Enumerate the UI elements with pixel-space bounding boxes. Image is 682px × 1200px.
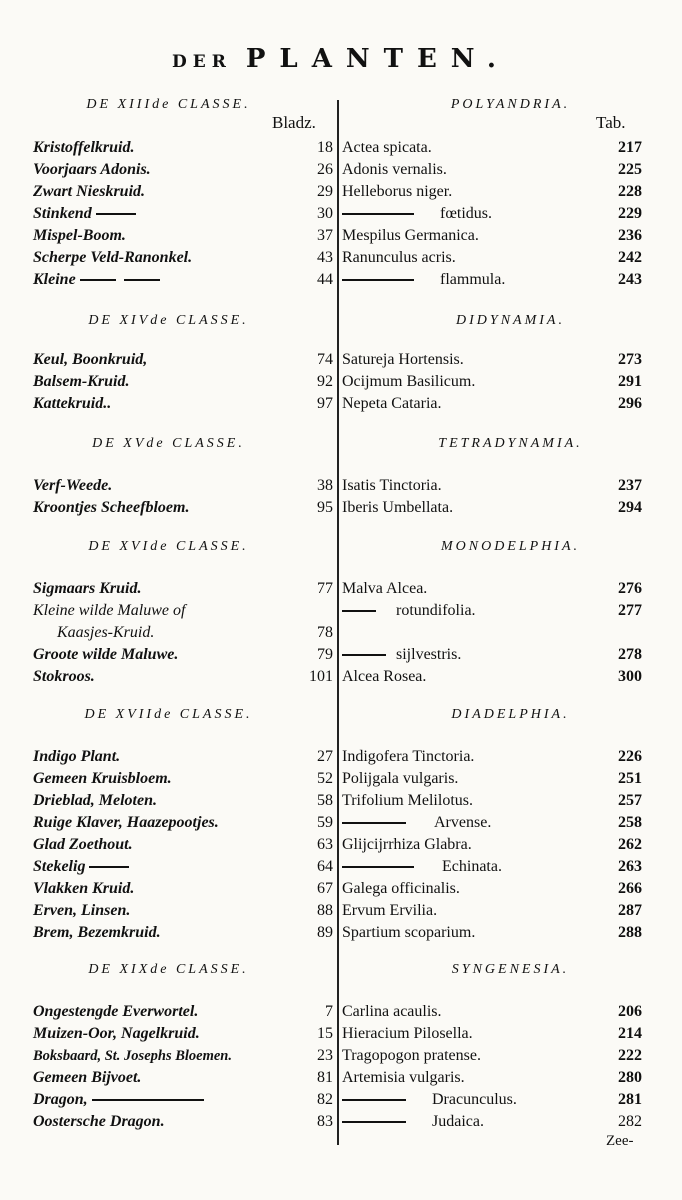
page-number: 89 xyxy=(317,924,333,941)
plate-number: 288 xyxy=(618,924,642,941)
latin-name: Galega officinalis. xyxy=(342,880,460,897)
dutch-name: Kaasjes-Kruid. xyxy=(57,624,155,641)
ditto-dash xyxy=(342,866,414,868)
plate-number: 300 xyxy=(618,668,642,685)
page-number: 83 xyxy=(317,1113,333,1130)
page-number: 92 xyxy=(317,373,333,390)
ditto-dash xyxy=(342,610,376,612)
dutch-name: Kristoffelkruid. xyxy=(33,139,135,156)
list-item xyxy=(33,812,333,834)
page-number: 30 xyxy=(317,205,333,222)
page-number: 37 xyxy=(317,227,333,244)
column-divider xyxy=(337,100,339,1145)
dutch-name: Stinkend xyxy=(33,205,92,222)
section-heading-left: DE XIVde CLASSE. xyxy=(88,313,249,328)
plate-number: 280 xyxy=(618,1069,642,1086)
dutch-name: Kleine wilde Maluwe of xyxy=(33,602,186,619)
latin-name: Spartium scoparium. xyxy=(342,924,476,941)
list-item xyxy=(33,137,333,159)
dutch-name: Glad Zoethout. xyxy=(33,836,133,853)
latin-name: Alcea Rosea. xyxy=(342,668,427,685)
latin-name: Malva Alcea. xyxy=(342,580,428,597)
latin-name: Mespilus Germanica. xyxy=(342,227,479,244)
title-prefix: DER xyxy=(172,52,232,72)
latin-name: Carlina acaulis. xyxy=(342,1003,442,1020)
list-item xyxy=(33,1067,333,1089)
list-item xyxy=(33,790,333,812)
dutch-name: Gemeen Bijvoet. xyxy=(33,1069,142,1086)
list-item xyxy=(33,203,333,225)
dutch-name: Voorjaars Adonis. xyxy=(33,161,151,178)
plate-number: 217 xyxy=(618,139,642,156)
plate-number: 263 xyxy=(618,858,642,875)
plate-number: 222 xyxy=(618,1047,642,1064)
latin-name: Trifolium Melilotus. xyxy=(342,792,473,809)
latin-name: Arvense. xyxy=(434,814,492,831)
plate-number: 258 xyxy=(618,814,642,831)
ditto-dash xyxy=(342,654,386,656)
page-number: 23 xyxy=(317,1047,333,1064)
list-item xyxy=(342,497,642,519)
list-item xyxy=(33,1001,333,1023)
latin-name: Dracunculus. xyxy=(432,1091,517,1108)
latin-name: Indigofera Tinctoria. xyxy=(342,748,475,765)
latin-name: Ocijmum Basilicum. xyxy=(342,373,476,390)
section-heading-right: MONODELPHIA. xyxy=(440,539,581,554)
page-number: 78 xyxy=(317,624,333,641)
latin-name: Iberis Umbellata. xyxy=(342,499,454,516)
plate-number: 237 xyxy=(618,477,642,494)
dutch-name: Erven, Linsen. xyxy=(33,902,131,919)
list-item xyxy=(342,856,642,878)
list-item xyxy=(33,349,333,371)
plate-number: 229 xyxy=(618,205,642,222)
plate-number: 226 xyxy=(618,748,642,765)
ditto-dash xyxy=(342,213,414,215)
list-item xyxy=(342,1045,642,1067)
dutch-name: Zwart Nieskruid. xyxy=(33,183,146,200)
latin-name: Isatis Tinctoria. xyxy=(342,477,442,494)
list-item xyxy=(33,181,333,203)
plate-number: 273 xyxy=(618,351,642,368)
page-number: 43 xyxy=(317,249,333,266)
section-heading-left: DE XVIIde CLASSE. xyxy=(84,707,253,722)
section-heading-left: DE XVIde CLASSE. xyxy=(88,539,249,554)
dutch-name: Vlakken Kruid. xyxy=(33,880,135,897)
page-number: 63 xyxy=(317,836,333,853)
section-heading-left: DE XVde CLASSE. xyxy=(92,436,245,451)
latin-name: Hieracium Pilosella. xyxy=(342,1025,473,1042)
plate-number: 257 xyxy=(618,792,642,809)
dutch-name: Kroontjes Scheefbloem. xyxy=(33,499,190,516)
ditto-dash xyxy=(342,822,406,824)
page-number: 81 xyxy=(317,1069,333,1086)
latin-name: Adonis vernalis. xyxy=(342,161,447,178)
latin-name: Ranunculus acris. xyxy=(342,249,456,266)
plate-number: 287 xyxy=(618,902,642,919)
page-number: 18 xyxy=(317,139,333,156)
latin-name: Nepeta Cataria. xyxy=(342,395,442,412)
page-number: 88 xyxy=(317,902,333,919)
page-number: 67 xyxy=(317,880,333,897)
list-item xyxy=(342,159,642,181)
list-item xyxy=(33,371,333,393)
latin-name: Judaica. xyxy=(432,1113,484,1130)
dutch-name: Ongestengde Everwortel. xyxy=(33,1003,199,1020)
plate-number: 214 xyxy=(618,1025,642,1042)
page-number: 82 xyxy=(317,1091,333,1108)
plate-number: 291 xyxy=(618,373,642,390)
latin-name: Echinata. xyxy=(442,858,502,875)
list-item xyxy=(342,578,642,600)
plate-number: 278 xyxy=(618,646,642,663)
list-item xyxy=(33,1045,333,1067)
plate-number: 276 xyxy=(618,580,642,597)
dutch-name: Balsem-Kruid. xyxy=(33,373,130,390)
ditto-dash xyxy=(89,866,129,868)
page-number: 52 xyxy=(317,770,333,787)
plate-number: 251 xyxy=(618,770,642,787)
list-item xyxy=(342,746,642,768)
page-number: 97 xyxy=(317,395,333,412)
section-heading-left: DE XIXde CLASSE. xyxy=(88,962,249,977)
section-heading-right: DIDYNAMIA. xyxy=(456,313,565,328)
list-item xyxy=(342,393,642,415)
section-heading-right: DIADELPHIA. xyxy=(451,707,570,722)
dutch-name: Kleine xyxy=(33,271,76,288)
list-item xyxy=(342,137,642,159)
dutch-name: Oostersche Dragon. xyxy=(33,1113,165,1130)
latin-name: Satureja Hortensis. xyxy=(342,351,464,368)
dutch-name: Gemeen Kruisbloem. xyxy=(33,770,172,787)
latin-name: rotundifolia. xyxy=(396,602,476,619)
ditto-dash xyxy=(342,1121,406,1123)
dutch-name: Ruige Klaver, Haazepootjes. xyxy=(33,814,219,831)
dutch-name: Verf-Weede. xyxy=(33,477,113,494)
dutch-name: Muizen-Oor, Nagelkruid. xyxy=(33,1025,200,1042)
list-item xyxy=(33,225,333,247)
list-item xyxy=(33,834,333,856)
list-item xyxy=(33,922,333,944)
list-item xyxy=(342,900,642,922)
list-item xyxy=(33,856,333,878)
page-number: 7 xyxy=(325,1003,333,1020)
latin-name: Polijgala vulgaris. xyxy=(342,770,459,787)
page-number: 74 xyxy=(317,351,333,368)
plate-number: 236 xyxy=(618,227,642,244)
page-number: 64 xyxy=(317,858,333,875)
list-item xyxy=(342,1089,642,1111)
list-item xyxy=(342,1023,642,1045)
list-item xyxy=(342,1111,642,1133)
latin-name: Actea spicata. xyxy=(342,139,432,156)
section-heading-left: DE XIIIde CLASSE. xyxy=(86,97,251,112)
ditto-dash xyxy=(96,213,136,215)
ditto-dash xyxy=(342,1099,406,1101)
title-main: PLANTEN. xyxy=(245,44,510,74)
page-number: 44 xyxy=(317,271,333,288)
list-item xyxy=(33,644,333,666)
list-item xyxy=(33,666,333,688)
list-item xyxy=(33,1089,333,1111)
plate-number: 262 xyxy=(618,836,642,853)
list-item xyxy=(342,203,642,225)
ditto-dash xyxy=(124,279,160,281)
list-item xyxy=(33,247,333,269)
page-number: 38 xyxy=(317,477,333,494)
page-number: 95 xyxy=(317,499,333,516)
page-number: 59 xyxy=(317,814,333,831)
list-item xyxy=(33,746,333,768)
list-item xyxy=(33,622,333,644)
plate-number: 225 xyxy=(618,161,642,178)
list-item xyxy=(342,371,642,393)
dutch-name: Boksbaard, St. Josephs Bloemen. xyxy=(33,1048,232,1064)
plate-number: 282 xyxy=(618,1113,642,1130)
page-number: 29 xyxy=(317,183,333,200)
list-item xyxy=(342,666,642,688)
ditto-dash xyxy=(342,279,414,281)
page-number: 79 xyxy=(317,646,333,663)
list-item xyxy=(342,644,642,666)
page-title xyxy=(0,44,682,74)
plate-number: 228 xyxy=(618,183,642,200)
list-item xyxy=(342,349,642,371)
dutch-name: Kattekruid.. xyxy=(33,395,112,412)
ditto-dash xyxy=(92,1099,204,1101)
list-item xyxy=(342,878,642,900)
dutch-name: Groote wilde Maluwe. xyxy=(33,646,179,663)
dutch-name: Stekelig xyxy=(33,858,86,875)
latin-name: flammula. xyxy=(440,271,506,288)
catchword: Zee- xyxy=(606,1133,634,1149)
dutch-name: Dragon, xyxy=(33,1091,88,1108)
plate-number: 296 xyxy=(618,395,642,412)
list-item xyxy=(33,475,333,497)
dutch-name: Keul, Boonkruid, xyxy=(33,351,148,368)
list-item xyxy=(33,393,333,415)
plate-number: 242 xyxy=(618,249,642,266)
list-item xyxy=(33,768,333,790)
list-item xyxy=(342,1001,642,1023)
left-column-header: Bladz. xyxy=(272,113,316,132)
list-item xyxy=(33,1111,333,1133)
list-item xyxy=(33,600,333,622)
latin-name: Ervum Ervilia. xyxy=(342,902,438,919)
section-heading-right: POLYANDRIA. xyxy=(450,97,571,112)
page-number: 101 xyxy=(309,668,333,685)
latin-name: Tragopogon pratense. xyxy=(342,1047,481,1064)
page-number: 77 xyxy=(317,580,333,597)
list-item xyxy=(342,475,642,497)
latin-name: sijlvestris. xyxy=(396,646,462,663)
list-item xyxy=(342,768,642,790)
list-item xyxy=(342,834,642,856)
list-item xyxy=(342,269,642,291)
section-heading-right: SYNGENESIA. xyxy=(451,962,570,977)
latin-name: Helleborus niger. xyxy=(342,183,453,200)
list-item xyxy=(33,900,333,922)
list-item xyxy=(342,247,642,269)
dutch-name: Stokroos. xyxy=(33,668,95,685)
dutch-name: Drieblad, Meloten. xyxy=(33,792,157,809)
list-item xyxy=(342,225,642,247)
dutch-name: Sigmaars Kruid. xyxy=(33,580,142,597)
section-heading-right: TETRADYNAMIA. xyxy=(438,436,583,451)
list-item xyxy=(342,181,642,203)
list-item xyxy=(342,600,642,622)
dutch-name: Mispel-Boom. xyxy=(33,227,126,244)
latin-name: Glijcijrrhiza Glabra. xyxy=(342,836,472,853)
latin-name: Artemisia vulgaris. xyxy=(342,1069,465,1086)
plate-number: 294 xyxy=(618,499,642,516)
list-item xyxy=(33,497,333,519)
list-item xyxy=(342,1067,642,1089)
list-item xyxy=(33,1023,333,1045)
plate-number: 281 xyxy=(618,1091,642,1108)
right-column-header: Tab. xyxy=(596,113,626,132)
plate-number: 206 xyxy=(618,1003,642,1020)
page-number: 26 xyxy=(317,161,333,178)
list-item xyxy=(33,578,333,600)
latin-name: fœtidus. xyxy=(440,205,492,222)
plate-number: 266 xyxy=(618,880,642,897)
page-number: 58 xyxy=(317,792,333,809)
page-number: 27 xyxy=(317,748,333,765)
dutch-name: Brem, Bezemkruid. xyxy=(33,924,161,941)
list-item xyxy=(33,159,333,181)
ditto-dash xyxy=(80,279,116,281)
page-number: 15 xyxy=(317,1025,333,1042)
list-item xyxy=(342,922,642,944)
list-item xyxy=(33,878,333,900)
dutch-name: Indigo Plant. xyxy=(33,748,121,765)
list-item xyxy=(342,790,642,812)
plate-number: 277 xyxy=(618,602,642,619)
list-item xyxy=(33,269,333,291)
plate-number: 243 xyxy=(618,271,642,288)
list-item xyxy=(342,812,642,834)
dutch-name: Scherpe Veld-Ranonkel. xyxy=(33,249,193,266)
